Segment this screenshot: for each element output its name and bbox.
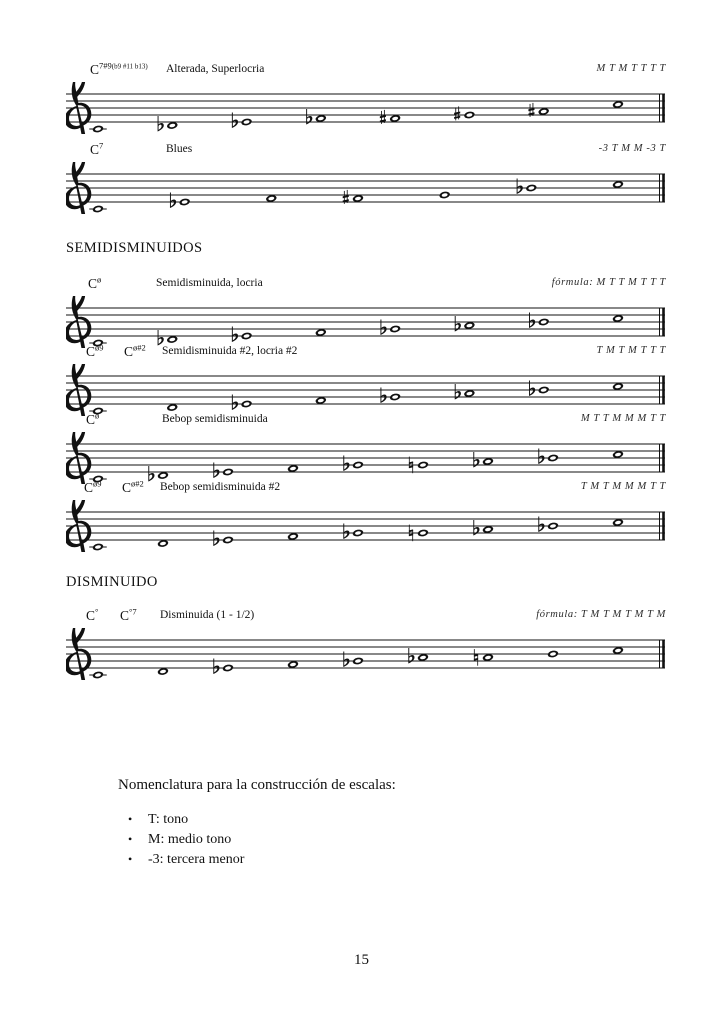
staff-system-semidisminuida-locria (66, 276, 666, 348)
staff-system-bebop-semidisminuida (66, 412, 666, 484)
chord-symbol: $C^{ø9}$ (84, 478, 102, 495)
barline-thin (659, 376, 660, 404)
barline-thick (662, 512, 665, 540)
barline-thick (662, 444, 665, 472)
scale-name: Alterada, Superlocria (166, 63, 265, 75)
whole-note-head (92, 125, 104, 134)
staff-system-semidisminuida-2 (66, 344, 666, 416)
whole-note-head (538, 107, 550, 116)
scale-formula: fórmula: T M T M T M T M (536, 609, 666, 620)
scale-name: Disminuida (1 - 1/2) (160, 609, 255, 621)
whole-note-head (241, 332, 253, 341)
whole-note-head (222, 468, 234, 477)
whole-note-head (92, 543, 104, 552)
staff-system-bebop-semidisminuida-2 (66, 480, 666, 552)
sharp-icon (454, 106, 460, 120)
barline-thin (659, 174, 660, 202)
whole-note-head (315, 114, 327, 123)
staff-label-row (66, 480, 666, 500)
scale-name: Semidisminuida #2, locria #2 (162, 345, 298, 357)
whole-note-head (287, 532, 299, 541)
whole-note-head (92, 671, 104, 680)
musical-staff (66, 500, 666, 552)
whole-note-head (389, 114, 401, 123)
whole-note-head (389, 393, 401, 402)
staff-label-row (66, 412, 666, 432)
staff (66, 82, 666, 134)
whole-note-head (538, 318, 550, 327)
whole-note-head (612, 314, 624, 323)
whole-note-head (265, 194, 277, 203)
whole-note-head (538, 386, 550, 395)
nomenclature-item: • M: medio tono (122, 830, 244, 850)
page-number: 15 (354, 952, 369, 968)
whole-note-head (352, 194, 364, 203)
whole-note-head (222, 664, 234, 673)
flat-icon (158, 116, 164, 132)
chord-symbol-alt: $C^{ø\#2}$ (122, 478, 144, 495)
barline-thick (662, 376, 665, 404)
section-heading-disminuido: DISMINUIDO (66, 574, 158, 590)
nomenclature-title: Nomenclatura para la construcción de escalas: (118, 777, 396, 793)
staff-label-row (66, 142, 666, 162)
whole-note-head (417, 461, 429, 470)
whole-note-head (547, 454, 559, 463)
barline-thick (662, 174, 665, 202)
whole-note-head (612, 518, 624, 527)
chord-symbol: $C^ø$ (86, 410, 100, 427)
staff (66, 432, 666, 484)
whole-note-head (417, 529, 429, 538)
whole-note-head (547, 522, 559, 531)
whole-note-head (315, 396, 327, 405)
scale-name: Semidisminuida, locria (156, 277, 263, 289)
chord-symbol: $C^ø$ (88, 274, 102, 291)
whole-note-head (222, 536, 234, 545)
barline-thin (659, 94, 660, 122)
staff (66, 296, 666, 348)
scale-name: Bebop semidisminuida #2 (160, 481, 281, 493)
whole-note-head (157, 539, 169, 548)
nomenclature-item: • T: tono (122, 810, 244, 830)
nomenclature-list (122, 810, 244, 870)
whole-note-head (612, 382, 624, 391)
staff (66, 162, 666, 214)
musical-staff (66, 432, 666, 484)
staff (66, 628, 666, 680)
whole-note-head (241, 118, 253, 127)
barline-thick (662, 94, 665, 122)
scale-name: Blues (166, 143, 193, 155)
whole-note-head (352, 529, 364, 538)
staff-system-disminuida (66, 608, 666, 680)
whole-note-head (157, 667, 169, 676)
musical-staff (66, 82, 666, 134)
chord-symbol: $C^7$ (90, 140, 104, 157)
whole-note-head (166, 335, 178, 344)
whole-note-head (287, 660, 299, 669)
chord-symbol-alt: $C^{ø\#2}$ (124, 342, 146, 359)
whole-note-head (439, 191, 451, 200)
whole-note-head (464, 321, 476, 330)
chord-symbol: $C^{ø9}$ (86, 342, 104, 359)
whole-note-head (525, 184, 537, 193)
whole-note-head (464, 111, 476, 120)
whole-note-head (315, 328, 327, 337)
whole-note-head (389, 325, 401, 334)
whole-note-head (179, 198, 191, 207)
whole-note-head (417, 653, 429, 662)
whole-note-head (92, 205, 104, 214)
barline-thin (659, 512, 660, 540)
staff (66, 364, 666, 416)
whole-note-head (612, 180, 624, 189)
nomenclature-item: • -3: tercera menor (122, 850, 244, 870)
chord-symbol: C° (86, 606, 99, 623)
scale-formula: fórmula: M T T M T T T (551, 277, 666, 288)
chord-symbol: $C^{7\#9(b9 \#11 b13)}$ (90, 60, 148, 77)
scale-name: Bebop semidisminuida (162, 413, 268, 425)
whole-note-head (612, 100, 624, 109)
musical-staff (66, 296, 666, 348)
whole-note-head (547, 650, 559, 659)
whole-note-head (482, 525, 494, 534)
whole-note-head (166, 403, 178, 412)
whole-note-head (352, 461, 364, 470)
whole-note-head (157, 471, 169, 480)
natural-icon (474, 649, 478, 666)
staff (66, 500, 666, 552)
scale-formula: T M T M M M T T (580, 481, 666, 492)
barline-thin (659, 308, 660, 336)
section-heading-semidisminuidos: SEMIDISMINUIDOS (66, 240, 203, 256)
whole-note-head (612, 646, 624, 655)
staff-label-row (66, 344, 666, 364)
whole-note-head (352, 657, 364, 666)
whole-note-head (464, 389, 476, 398)
chord-symbol-alt: $C^{^\circ 7}$ (120, 606, 137, 623)
musical-staff (66, 162, 666, 214)
barline-thin (659, 444, 660, 472)
musical-staff (66, 364, 666, 416)
scale-formula: T M T M T T T (596, 345, 666, 356)
barline-thick (662, 640, 665, 668)
whole-note-head (482, 653, 494, 662)
barline-thick (662, 308, 665, 336)
whole-note-head (166, 121, 178, 130)
whole-note-head (612, 450, 624, 459)
staff-system-alterada (66, 62, 666, 134)
barline-thin (659, 640, 660, 668)
whole-note-head (482, 457, 494, 466)
scale-formula: -3 T M M -3 T (598, 143, 666, 154)
whole-note-head (287, 464, 299, 473)
scale-formula: M T M T T T T (596, 63, 666, 74)
staff-label-row (66, 276, 666, 296)
staff-label-row (66, 62, 666, 82)
staff-label-row (66, 608, 666, 628)
musical-staff (66, 628, 666, 680)
scale-formula: M T T M M M T T (580, 413, 666, 424)
whole-note-head (241, 400, 253, 409)
staff-system-blues (66, 142, 666, 214)
